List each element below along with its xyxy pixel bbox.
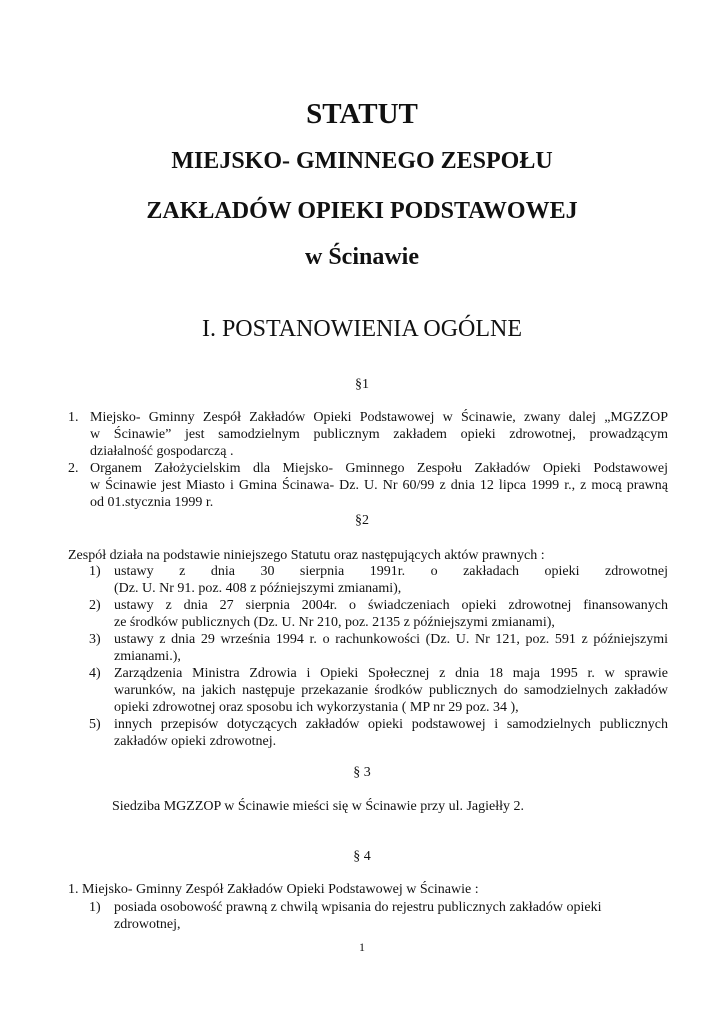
list-item-line: od 01.stycznia 1999 r. [90, 495, 214, 510]
list-item [89, 716, 668, 750]
list-item-number: 1) [89, 564, 101, 579]
list-item-line: ustawy z dnia 30 sierpnia 1991r. o zakładach opieki zdrowotnej [114, 564, 668, 579]
section-4-intro: 1. Miejsko- Gminny Zespół Zakładów Opieki Podstawowej w Ścinawie : [68, 882, 479, 897]
list-item-line: zakładów opieki zdrowotnej. [114, 734, 277, 749]
list-item-number: 5) [89, 717, 101, 732]
list-item-line: Miejsko- Gminny Zespół Zakładów Opieki Podstawowej w Ścinawie, zwany dalej „MGZZOP [90, 410, 668, 425]
list-item-line: opieki zdrowotnej oraz sposobu ich wykorzystania ( MP nr 29 poz. 34 ), [114, 700, 519, 715]
list-item-line: (Dz. U. Nr 91. poz. 408 z późniejszymi zmianami), [114, 581, 402, 596]
section-3-heading: § 3 [353, 765, 371, 780]
list-item-line: ustawy z dnia 29 września 1994 r. o rachunkowości (Dz. U. Nr 121, poz. 591 z późniejszymi [114, 632, 668, 647]
list-item-line: posiada osobowość prawną z chwilą wpisania do rejestru publicznych zakładów opieki [114, 900, 602, 915]
list-item-number: 3) [89, 632, 101, 647]
list-item-line: ze środków publicznych (Dz. U. Nr 210, poz. 2135 z późniejszymi zmianami), [114, 615, 555, 630]
list-item-number: 1) [89, 900, 101, 915]
list-item-number: 1. [68, 410, 79, 425]
document-title-line-2: MIEJSKO- GMINNEGO ZESPOŁU [171, 148, 553, 174]
list-item-line: działalność gospodarczą . [90, 444, 234, 459]
document-title: STATUT [306, 98, 418, 130]
list-item-line: Zarządzenia Ministra Zdrowia i Opieki Społecznej z dnia 18 maja 1995 r. w sprawie [114, 666, 668, 681]
list-item-line: w Ścinawie” jest samodzielnym publicznym zakładem opieki zdrowotnej, prowadzącym [90, 427, 668, 442]
page-number: 1 [359, 940, 365, 954]
section-1-heading: §1 [355, 377, 369, 392]
section-1-list [68, 409, 668, 511]
list-item-number: 2) [89, 598, 101, 613]
section-4-heading: § 4 [353, 849, 371, 864]
list-item-line: zmianami.), [114, 649, 181, 664]
list-item [89, 631, 668, 665]
document-title-line-3: ZAKŁADÓW OPIEKI PODSTAWOWEJ [146, 198, 578, 224]
list-item-line: warunków, na jakich następuje przekazanie środków publicznych do samodzielnych zakładów [114, 683, 668, 698]
list-item [89, 665, 668, 716]
list-item [68, 409, 668, 460]
list-item-number: 4) [89, 666, 101, 681]
list-item-line: ustawy z dnia 27 sierpnia 2004r. o świadczeniach opieki zdrowotnej finansowanych [114, 598, 668, 613]
section-4-list [89, 899, 649, 933]
section-3-text: Siedziba MGZZOP w Ścinawie mieści się w Ścinawie przy ul. Jagiełły 2. [112, 799, 525, 814]
list-item [89, 899, 649, 933]
section-2-list [89, 563, 668, 750]
list-item-number: 2. [68, 461, 79, 476]
list-item [68, 460, 668, 511]
chapter-heading: I. POSTANOWIENIA OGÓLNE [201, 316, 523, 342]
document-title-line-4: w Ścinawie [305, 244, 419, 270]
list-item [89, 597, 668, 631]
section-2-heading: §2 [355, 513, 369, 528]
list-item-line: Organem Założycielskim dla Miejsko- Gminnego Zespołu Zakładów Opieki Podstawowej [90, 461, 668, 476]
list-item-line: w Ścinawie jest Miasto i Gmina Ścinawa- Dz. U. Nr 60/99 z dnia 12 lipca 1999 r., z mocą prawną [90, 478, 668, 493]
list-item-line: zdrowotnej, [114, 917, 181, 932]
section-2-intro: Zespół działa na podstawie niniejszego Statutu oraz następujących aktów prawnych : [68, 548, 545, 563]
list-item [89, 563, 668, 597]
list-item-line: innych przepisów dotyczących zakładów opieki podstawowej i samodzielnych publicznych [114, 717, 668, 732]
